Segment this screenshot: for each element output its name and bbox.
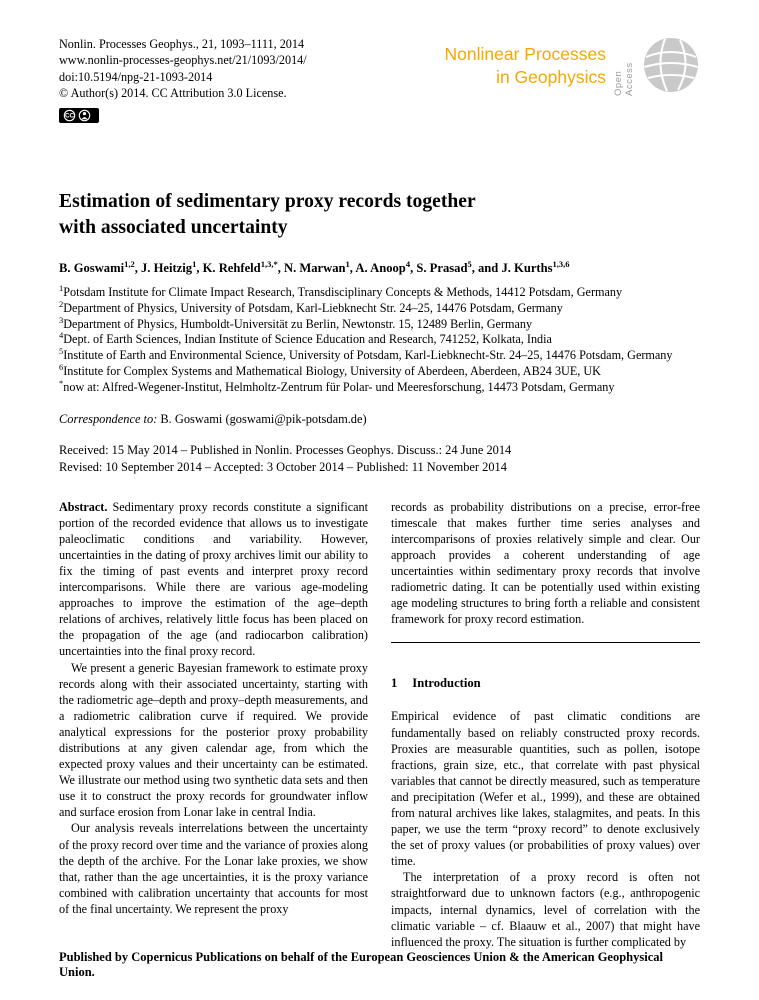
page-header [59,36,700,127]
affiliation: $^1$Potsdam Institute for Climate Impact Research, Transdisciplinary Concepts & Methods, 14412 Potsdam, Germany [59,282,623,300]
affiliation: $^4$Dept. of Earth Sciences, Indian Institute of Science Education and Research, 741252, Kolkata, India [59,330,552,347]
correspondence-suffix: ) [362,411,367,426]
citation-reference: Nonlin. Processes Geophys., 21, 1093–1111, 2014 [59,37,305,51]
correspondence-label: Correspondence to: [59,411,158,426]
revised-line: Revised: 10 September 2014 – Accepted: 3 October 2014 – Published: 11 November 2014 [59,459,507,474]
author: S. Prasad$^5$ [416,258,472,276]
author: K. Rehfeld$^{1,3,*}$ [202,258,278,276]
abstract-text-1: Sedimentary proxy records constitute a significant portion of the recorded evidence that allows us to investigate paleoclimatic conditions and variability. However, uncertainties in the dating of proxy archives limit our ability to fix the timing of past events and interpret proxy record intercomparisons. While there are various age-modeling approaches to improve the estimation of the age–depth relations of archives, relatively little focus has been placed on the propagation of the age (and radiocarbon calibration) uncertainties into the final proxy record. [59,499,369,659]
author: A. Anoop$^4$ [355,258,411,276]
author: B. Goswami$^{1,2}$ [59,258,135,276]
affiliation: $^5$Institute of Earth and Environmental Science, University of Potsdam, Karl-Liebknecht-Str. 24–25, 14476 Potsdam, Germany [59,346,673,363]
introduction-paragraph-2: The interpretation of a proxy record is often not straightforward due to unknown factors (e.g., anthropogenic impacts, internal dynamics, level of correlation with the climatic variable – cf. Blaauw et al., 2007) that might have influenced the proxy. The situation is further complicated by [391,870,700,949]
author: and J. Kurths$^{1,3,6}$ [478,258,570,276]
introduction-paragraph-1: Empirical evidence of past climatic conditions are fundamentally based on reliably constructed proxy records. Proxies are measurable quantities, such as pollen, isotope fractions, grain size, etc., that correlate with past physical variables that cannot be directly measured, such as temperature and precipitation (Wefer et al., 1999), and these are obtained from natural archives like lakes, stalagmites, and peats. In this paper, we use the term “proxy record” to denote exclusively the set of proxy values (or probabilities of proxy values) over time. [391,709,700,869]
correspondence-email[interactable]: goswami@pik-potsdam.de [229,411,363,426]
citation-license: © Author(s) 2014. CC Attribution 3.0 License. [59,86,287,101]
abstract-paragraph-3: Our analysis reveals interrelations between the uncertainty of the proxy record over time and the variance of proxies along the depth of the archive. For the Lonar lake proxies, we show that, rather than the age uncertainties, it is the proxy variance combined with calibration uncertainty that accounts for most of the final uncertainty. We represent the proxy [59,821,368,916]
journal-name-line1: Nonlinear Processes [444,44,606,64]
publisher-footer: Published by Copernicus Publications on behalf of the European Geosciences Union & the American Geophysical Union. [59,950,663,979]
affiliation: $^2$Department of Physics, University of Potsdam, Karl-Liebknecht Str. 24–25, 14476 Potsdam, Germany [59,298,563,315]
cc-by-icon [59,108,99,123]
citation-url[interactable]: www.nonlin-processes-geophys.net/21/1093/2014/ [59,53,307,68]
journal-brand [445,36,700,96]
correspondence-author: B. Goswami ( [160,411,230,426]
journal-name-line2: in Geophysics [496,67,606,87]
section-divider [391,642,700,643]
author: J. Heitzig$^1$ [141,258,197,276]
column-left [59,499,368,950]
citation-block [59,36,307,127]
section-title: Introduction [412,676,481,691]
journal-name [445,43,606,89]
paper-title-line2: with associated uncertainty [59,216,288,238]
correspondence-line [59,412,700,427]
cc-by-badge[interactable] [59,108,99,127]
author-list: B. Goswami$^{1,2}$, J. Heitzig$^1$, K. Rehfeld$^{1,3,*}$, N. Marwan$^1$, A. Anoop$^4$, S. Prasad$^5$, and J. Kurths$^{1,3,6}$ [59,258,570,276]
body-columns [59,499,700,950]
abstract-paragraph-2: We present a generic Bayesian framework to estimate proxy records along with their associated uncertainty, starting with the radiometric age–depth and proxy–depth measurements, and a radiometric calibration curve if required. We provide analytical expressions for the posterior proxy probability distributions at any given calendar age, from which the expected proxy values and their uncertainty can be estimated. We illustrate our method using two synthetic data sets and then use it to construct the proxy records for groundwater inflow and surface erosion from Lonar lake in central India. [59,660,368,820]
section-heading-introduction [391,675,700,691]
column-right [391,499,700,950]
paper-title [59,189,700,240]
paper-title-line1: Estimation of sedimentary proxy records together [59,191,476,213]
svg-text:CC: CC [65,112,74,120]
affiliation-list [59,282,700,396]
affiliation: $^6$Institute for Complex Systems and Mathematical Biology, University of Aberdeen, Aberdeen, AB24 3UE, UK [59,361,601,379]
dates-block [59,442,700,476]
abstract-paragraph-3-continued: records as probability distributions on a precise, error-free timescale that makes further time series analyses and intercomparisons of proxies relatively simple and clear. Our approach provides a coherent understanding of age uncertainties within sedimentary proxy records that involve radiometric dating. It can be potentially used within existing age modeling structures to bring forth a reliable and consistent framework for proxy record estimation. [391,499,700,627]
citation-doi[interactable]: doi:10.5194/npg-21-1093-2014 [59,69,213,84]
section-number: 1 [391,676,398,691]
received-line: Received: 15 May 2014 – Published in Nonlin. Processes Geophys. Discuss.: 24 June 2014 [59,442,512,457]
open-access-label: Open Access [613,62,635,96]
affiliation: $^3$Department of Physics, Humboldt-Universität zu Berlin, Newtonstr. 15, 12489 Berlin, Germany [59,314,533,331]
affiliation: *now at: Alfred-Wegener-Institut, Helmholtz-Zentrum für Polar- und Meeresforschung, 14473 Potsdam, Germany [59,377,615,394]
journal-logo-icon [642,36,700,94]
abstract-label: Abstract. [59,499,108,514]
author: N. Marwan$^1$ [283,258,350,276]
abstract-paragraph-1 [59,499,368,660]
